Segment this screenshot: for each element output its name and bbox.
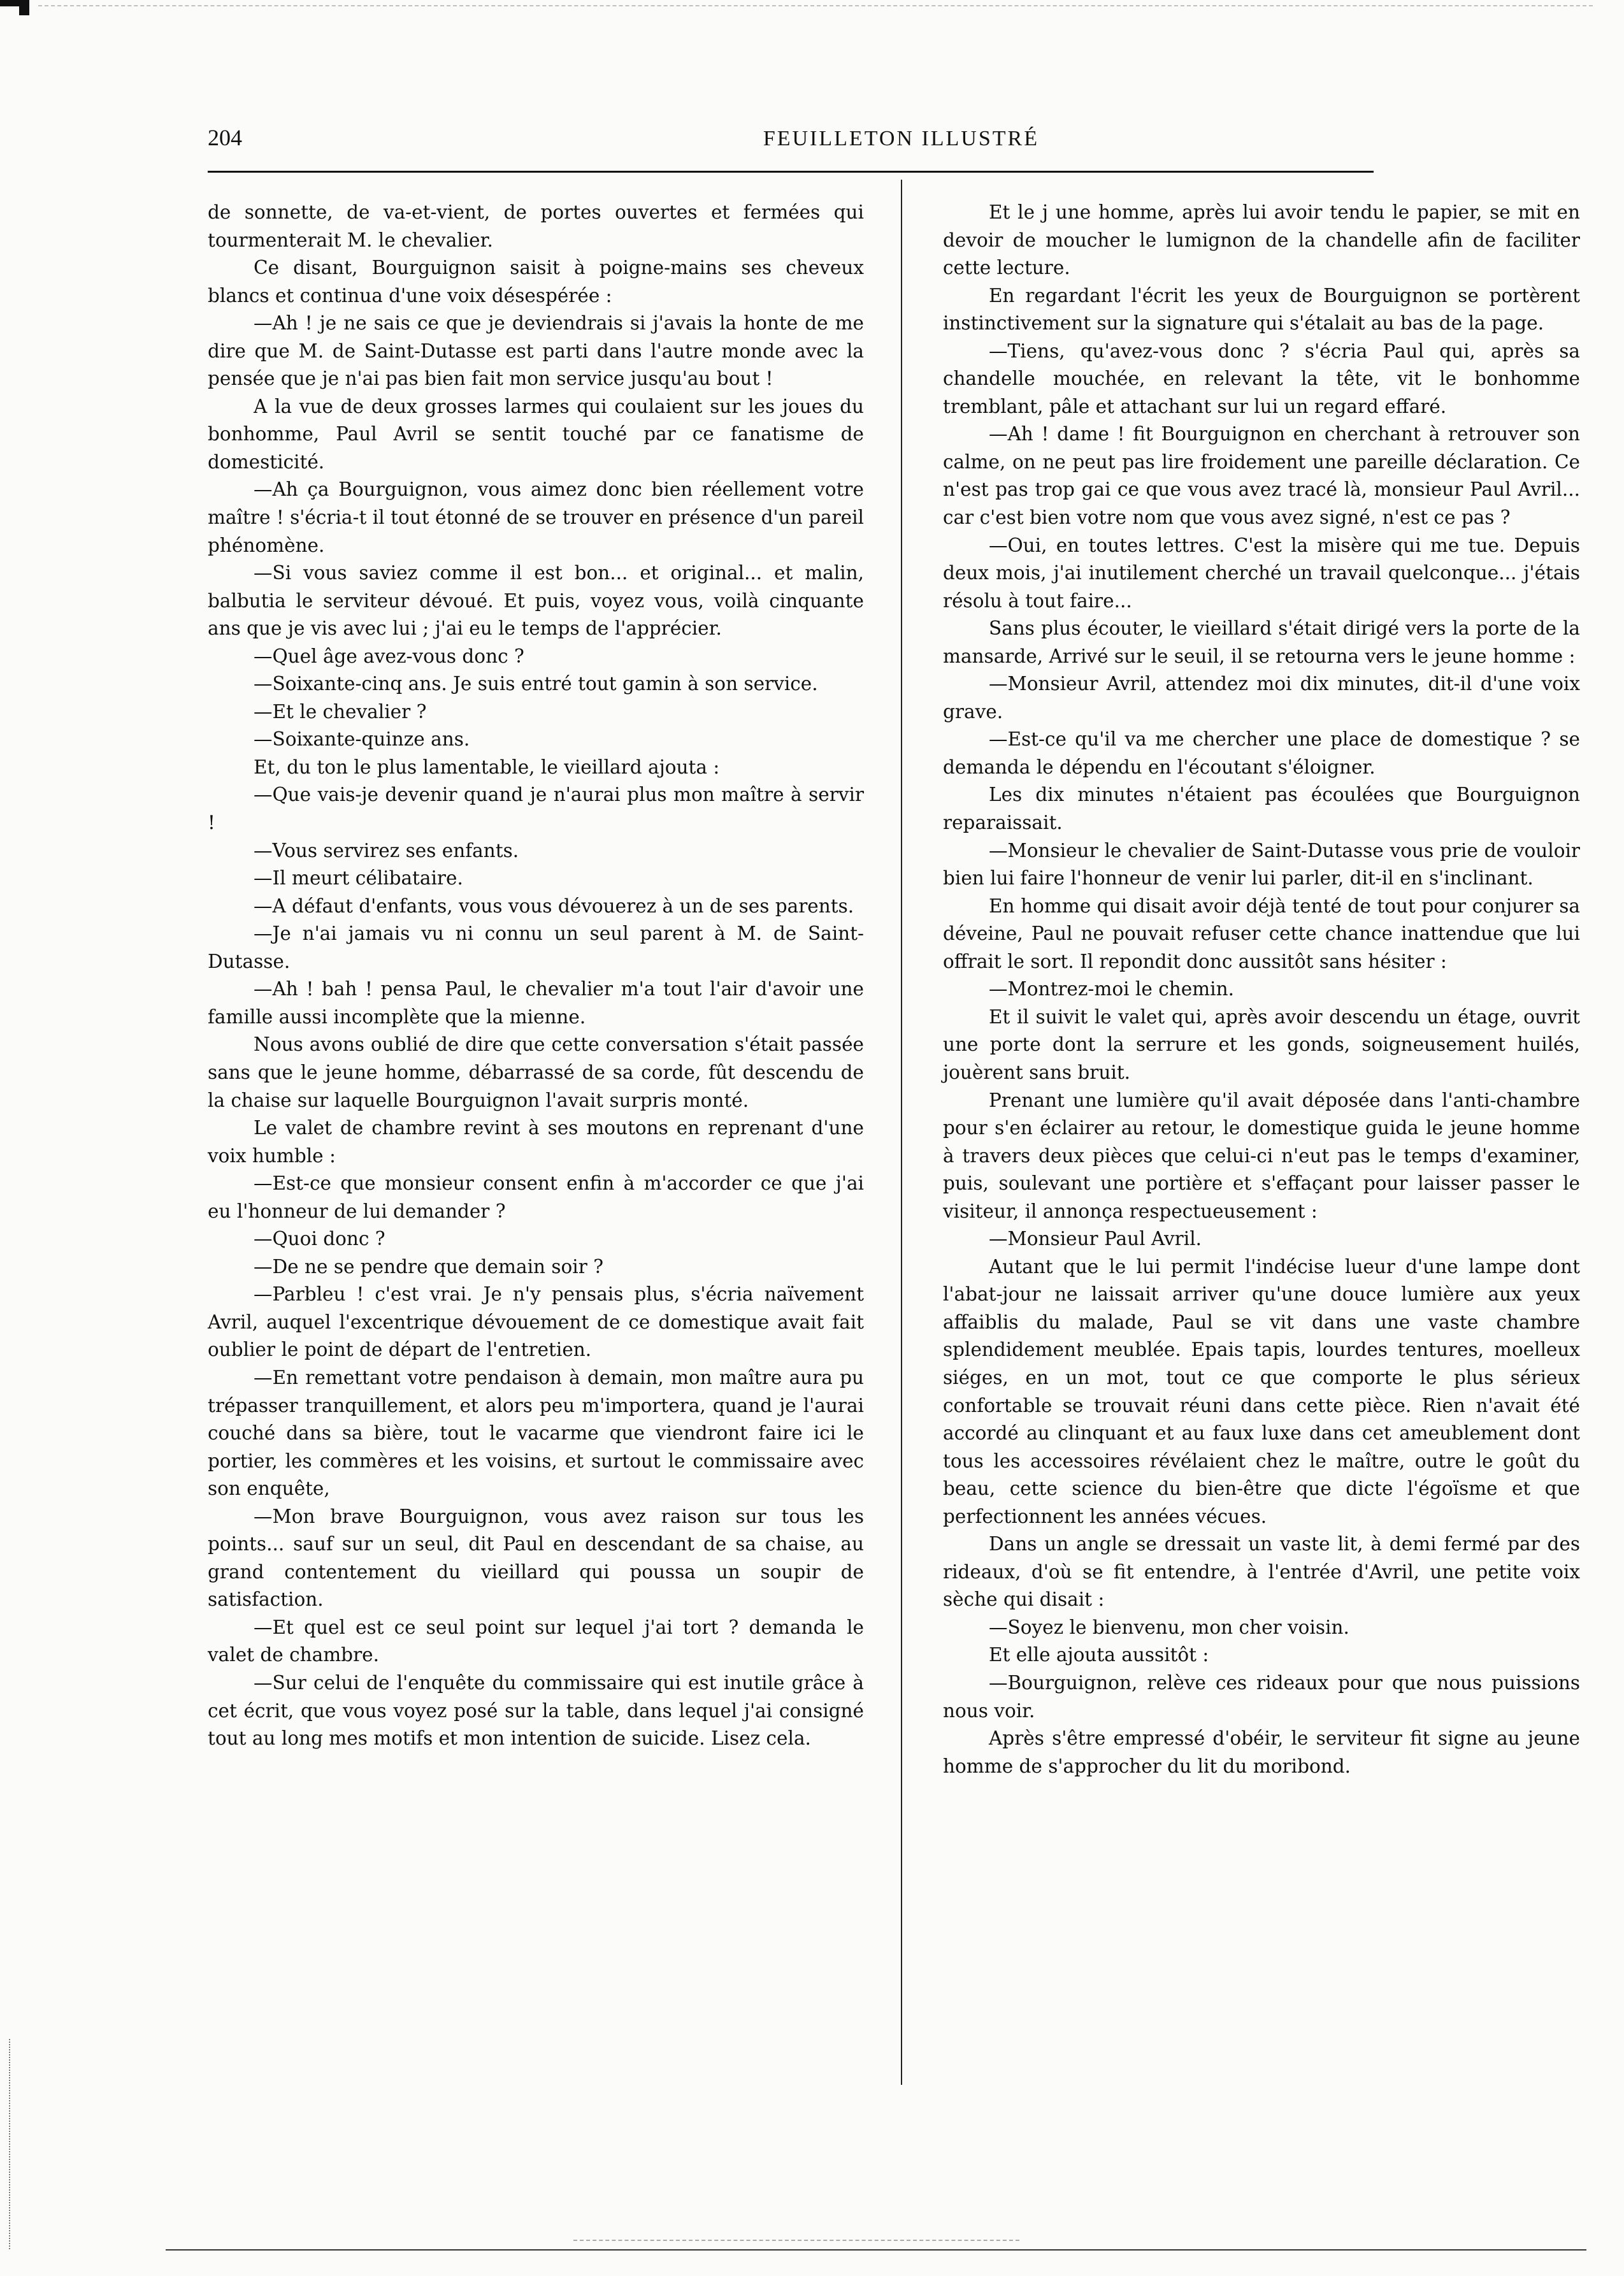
paragraph: —Vous servirez ses enfants. — [254, 839, 519, 861]
paragraph: —Ah ! je ne sais ce que je deviendrais si j'avais la honte de me dire que M. de Saint-Dutasse est parti dans l'autre monde avec la pensée que je n'ai pas bien fait mon service jusqu'au bout ! — [208, 312, 864, 390]
paragraph: —Mon brave Bourguignon, vous avez raison sur tous les points... sauf sur un seul, dit Paul en descendant de sa chaise, au grand contentement du vieillard qui poussa un soupir de satisfaction. — [208, 1505, 864, 1611]
scan-margin-marks — [9, 2039, 10, 2249]
paragraph: —Parbleu ! c'est vrai. Je n'y pensais plus, s'écria naïvement Avril, auquel l'excentrique dévouement de ce domestique avait fait oublier le point de départ de l'entretien. — [208, 1283, 864, 1361]
paragraph: —Sur celui de l'enquête du commissaire qui est inutile grâce à cet écrit, que vous voyez posé sur la table, dans lequel j'ai consigné tout au long mes motifs et mon intention de suicide. Lisez cela. — [208, 1671, 864, 1750]
paragraph: A la vue de deux grosses larmes qui coulaient sur les joues du bonhomme, Paul Avril se sentit touché par ce fanatisme de domesticité. — [208, 395, 864, 473]
footer-rule — [166, 2249, 1586, 2251]
paragraph: —Et le chevalier ? — [254, 700, 427, 723]
paragraph: Ce disant, Bourguignon saisit à poigne-mains ses cheveux blancs et continua d'une voix désespérée : — [208, 257, 864, 306]
scan-top-edge — [38, 5, 1593, 6]
paragraph: —A défaut d'enfants, vous vous dévouerez à un de ses parents. — [254, 895, 854, 917]
paragraph: —Il meurt célibataire. — [254, 867, 463, 890]
left-column — [208, 199, 864, 1753]
paragraph: —Ah ça Bourguignon, vous aimez donc bien réellement votre maître ! s'écria-t il tout étonné de se trouver en présence d'un pareil phénomène. — [208, 479, 864, 556]
paragraph: Prenant une lumière qu'il avait déposée dans l'anti-chambre pour s'en éclairer au retour, le domestique guida le jeune homme à travers deux pièces que celui-ci n'eut pas le temps d'examiner, puis, soulevant une portière et s'effaçant pour laisser passer le visiteur, il annonça respectueusement : — [943, 1089, 1580, 1222]
column-divider — [901, 180, 902, 2085]
page-header — [208, 124, 1374, 162]
paragraph: —Si vous saviez comme il est bon... et original... et malin, balbutia le serviteur dévoué. Et puis, voyez vous, voilà cinquante ans que je vis avec lui ; j'ai eu le temps de l'apprécier. — [208, 562, 864, 640]
paragraph: de sonnette, de va-et-vient, de portes ouvertes et fermées qui tourmenterait M. le chevalier. — [208, 201, 864, 251]
header-rule — [208, 171, 1374, 173]
paragraph: —Est-ce que monsieur consent enfin à m'accorder ce que j'ai eu l'honneur de lui demander ? — [208, 1172, 864, 1222]
paragraph: Dans un angle se dressait un vaste lit, à demi fermé par des rideaux, d'où se fit entendre, à l'entrée d'Avril, une petite voix sèche qui disait : — [943, 1533, 1580, 1611]
paragraph: —Quel âge avez-vous donc ? — [254, 645, 524, 667]
paragraph: Et, du ton le plus lamentable, le vieillard ajouta : — [254, 756, 720, 778]
right-column — [943, 199, 1580, 1780]
paragraph: —Je n'ai jamais vu ni connu un seul parent à M. de Saint-Dutasse. — [208, 923, 864, 972]
scan-corner-mark — [0, 0, 29, 6]
paragraph: Et elle ajouta aussitôt : — [989, 1644, 1209, 1666]
paragraph: —Soyez le bienvenu, mon cher voisin. — [989, 1616, 1349, 1638]
paragraph: —Et quel est ce seul point sur lequel j'ai tort ? demanda le valet de chambre. — [208, 1616, 864, 1666]
paragraph: Les dix minutes n'étaient pas écoulées que Bourguignon reparaissait. — [943, 784, 1580, 834]
paragraph: —Monsieur Paul Avril. — [989, 1228, 1202, 1250]
paragraph: Après s'être empressé d'obéir, le serviteur fit signe au jeune homme de s'approcher du lit du moribond. — [943, 1727, 1580, 1777]
paragraph: Autant que le lui permit l'indécise lueur d'une lampe dont l'abat-jour ne laissait arriver qu'une douce lumière aux yeux affaiblis du malade, Paul se vit dans une vaste chambre splendidement meublée. Epais tapis, lourdes tentures, moelleux siéges, en un mot, tout ce que comporte le plus sérieux confortable se trouvait réuni dans cette pièce. Rien n'avait été accordé au clinquant et au faux luxe dans cet ameublement dont tous les accessoires révélaient chez le maître, outre le goût du beau, cette science du bien-être que dicte l'égoïsme et que perfectionnent les années vécues. — [943, 1255, 1580, 1527]
paragraph: Et il suivit le valet qui, après avoir descendu un étage, ouvrit une porte dont la serrure et les gonds, soigneusement huilés, jouèrent sans bruit. — [943, 1005, 1580, 1083]
paragraph: En regardant l'écrit les yeux de Bourguignon se portèrent instinctivement sur la signature qui s'étalait au bas de la page. — [943, 284, 1580, 335]
paragraph: —Soixante-cinq ans. Je suis entré tout gamin à son service. — [254, 673, 818, 695]
paragraph: Et le j une homme, après lui avoir tendu le papier, se mit en devoir de moucher le lumignon de la chandelle afin de faciliter cette lecture. — [943, 201, 1580, 279]
paragraph: En homme qui disait avoir déjà tenté de tout pour conjurer sa déveine, Paul ne pouvait refuser cette chance inattendue que lui offrait le sort. Il repondit donc aussitôt sans hésiter : — [943, 895, 1580, 972]
paragraph: —Ah ! bah ! pensa Paul, le chevalier m'a tout l'air d'avoir une famille aussi incomplète que la mienne. — [208, 978, 864, 1028]
paragraph: —Soixante-quinze ans. — [254, 728, 470, 751]
paragraph: —Quoi donc ? — [254, 1228, 385, 1250]
paragraph: —Tiens, qu'avez-vous donc ? s'écria Paul qui, après sa chandelle mouchée, en relevant la tête, vit le bonhomme tremblant, pâle et attachant sur lui un regard effaré. — [943, 340, 1580, 417]
paragraph: —Que vais-je devenir quand je n'aurai plus mon maître à servir ! — [208, 784, 864, 834]
scan-bottom-edge — [573, 2240, 1019, 2241]
running-title: FEUILLETON ILLUSTRÉ — [763, 127, 1039, 150]
page-number: 204 — [208, 125, 242, 150]
paragraph: Nous avons oublié de dire que cette conversation s'était passée sans que le jeune homme, débarrassé de sa corde, fût descendu de la chaise sur laquelle Bourguignon l'avait surpris monté. — [208, 1034, 864, 1111]
paragraph: —Ah ! dame ! fit Bourguignon en cherchant à retrouver son calme, on ne peut pas lire froidement une pareille déclaration. Ce n'est pas trop gai ce que vous avez tracé là, monsieur Paul Avril... car c'est bien votre nom que vous avez signé, n'est ce pas ? — [943, 423, 1580, 529]
paragraph: Le valet de chambre revint à ses moutons en reprenant d'une voix humble : — [208, 1117, 864, 1167]
paragraph: —Monsieur le chevalier de Saint-Dutasse vous prie de vouloir bien lui faire l'honneur de venir lui parler, dit-il en s'inclinant. — [943, 839, 1580, 890]
paragraph: —Oui, en toutes lettres. C'est la misère qui me tue. Depuis deux mois, j'ai inutilement cherché un travail quelconque... j'étais résolu à tout faire... — [943, 534, 1580, 612]
paragraph: —Bourguignon, relève ces rideaux pour que nous puissions nous voir. — [943, 1671, 1580, 1722]
paragraph: —Est-ce qu'il va me chercher une place de domestique ? se demanda le dépendu en l'écoutant s'éloigner. — [943, 728, 1580, 778]
paragraph: —Montrez-moi le chemin. — [989, 978, 1234, 1000]
paragraph: —En remettant votre pendaison à demain, mon maître aura pu trépasser tranquillement, et alors peu m'importera, quand je l'aurai couché dans sa bière, tout le vacarme que viendront faire ici le portier, les commères et les voisins, et surtout le commissaire avec son enquête, — [208, 1366, 864, 1500]
scan-corner-mark — [19, 6, 29, 15]
paragraph: Sans plus écouter, le vieillard s'était dirigé vers la porte de la mansarde, Arrivé sur le seuil, il se retourna vers le jeune homme : — [943, 617, 1580, 667]
paragraph: —Monsieur Avril, attendez moi dix minutes, dit-il d'une voix grave. — [943, 673, 1580, 723]
paragraph: —De ne se pendre que demain soir ? — [254, 1255, 604, 1278]
